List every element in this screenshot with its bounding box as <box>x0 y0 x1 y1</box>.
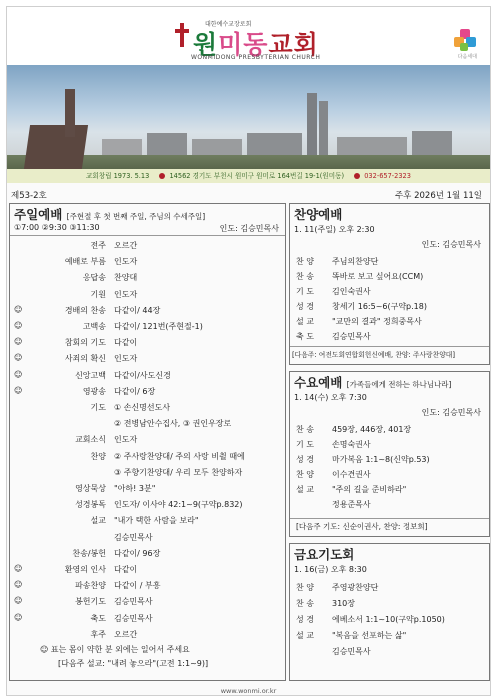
church-website: www.wonmi.or.kr <box>220 687 277 695</box>
item-label: 성경봉독 <box>75 500 106 510</box>
item-label: 참회의 기도 <box>64 338 106 348</box>
item-label: 기도 <box>90 403 106 412</box>
item-label: 후주 <box>90 629 106 639</box>
church-header <box>7 7 490 65</box>
friday-prayer-time: 1. 16(금) 오후 8:30 <box>294 565 367 574</box>
praise-next-note: [다음주: 여전도회연합회헌신예배, 찬양: 주사랑찬양대] <box>292 351 455 359</box>
praise-worship-section <box>289 203 490 365</box>
next-sermon-note: [다음주 설교: "내려 놓으라"(고전 1:1~9)] <box>58 659 209 668</box>
item-value: 김승민목사 <box>332 647 371 656</box>
item-label: 전주 <box>90 241 106 250</box>
item-value: 310장 <box>332 599 355 608</box>
friday-prayer-section <box>289 543 490 681</box>
item-value: ② 전병남안수집사, ③ 권인우장로 <box>114 419 232 429</box>
item-value: 오르간 <box>114 241 138 250</box>
item-value: ③ 주향기찬양대/ 우리 모두 찬양하자 <box>114 467 243 477</box>
item-label: 설 교 <box>296 485 314 494</box>
stand-mark-icon: ☺ <box>14 385 23 395</box>
stand-mark-icon: ☺ <box>14 369 23 379</box>
item-value: 김인숙권사 <box>332 287 371 296</box>
item-value: "복음을 선포하는 삶" <box>332 631 407 640</box>
item-value: 주영광찬양단 <box>332 583 379 592</box>
item-label: 성 경 <box>296 615 314 624</box>
item-label: 찬 양 <box>296 583 314 592</box>
item-label: 기 도 <box>296 440 314 449</box>
item-label: 환영의 인사 <box>64 565 106 574</box>
flower-logo-icon <box>454 29 476 51</box>
praise-worship-title: 찬양예배 <box>294 207 343 222</box>
item-value: 김승민목사 <box>114 597 153 607</box>
item-label: 응답송 <box>82 273 106 283</box>
item-label: 파송찬양 <box>75 581 106 591</box>
item-value: 주님의찬양단 <box>332 257 379 266</box>
item-label: 영광송 <box>82 386 106 396</box>
wednesday-worship-leader: 인도: 김승민목사 <box>421 408 481 417</box>
stand-mark-icon: ☺ <box>14 564 23 573</box>
item-label: 찬 양 <box>296 257 314 266</box>
stand-mark-icon: ☺ <box>14 337 23 347</box>
item-value: 정용준목사 <box>332 500 371 509</box>
item-value: 인도자 <box>114 435 138 445</box>
item-value: 창세기 16:5~6(구약p.18) <box>332 302 427 311</box>
item-value: "아하! 3분" <box>114 484 156 493</box>
church-name-part-1: 원 <box>193 30 219 59</box>
item-label: 설 교 <box>296 631 314 640</box>
wednesday-worship-heading <box>290 372 489 392</box>
item-value: 이수견권사 <box>332 470 371 479</box>
church-english-name: WONMIDONG PRESBYTERIAN CHURCH <box>191 54 321 61</box>
bulletin-date: 주후 2026년 1월 11일 <box>394 191 482 201</box>
item-label: 찬 양 <box>296 470 314 479</box>
item-value: 김승민목사 <box>114 613 153 623</box>
item-value: 손명숙권사 <box>332 440 371 449</box>
item-label: 사죄의 확신 <box>64 354 106 364</box>
church-name-part-2: 미동 <box>218 30 269 59</box>
phone-icon <box>354 173 360 179</box>
item-label: 경배의 찬송 <box>64 305 106 315</box>
church-spire-image <box>65 89 75 137</box>
wednesday-worship-section <box>289 371 490 537</box>
stand-mark-icon: ☺ <box>14 304 23 314</box>
item-value: 다같이 <box>114 565 138 574</box>
item-value: 다같이/ 44장 <box>114 305 161 315</box>
item-label: 찬 송 <box>296 599 314 608</box>
item-label: 찬송/봉헌 <box>72 548 106 558</box>
item-value: 다같이 / 부흥 <box>114 581 161 591</box>
item-label: 찬 송 <box>296 425 314 434</box>
friday-prayer-title: 금요기도회 <box>294 547 355 562</box>
sunday-worship-title: 주일예배 <box>14 207 63 222</box>
item-value: 인도자 <box>114 257 138 267</box>
item-value: 인도자 <box>114 354 138 364</box>
church-photo-banner <box>7 65 490 177</box>
item-value: 에베소서 1:1~10(구약p.1050) <box>332 615 445 624</box>
item-value: 마가복음 1:1~8(신약p.53) <box>332 455 430 464</box>
item-value: ② 주사랑찬양대/ 주의 사랑 비췰 때에 <box>114 451 245 461</box>
item-value: 똑바로 보고 싶어요(CCM) <box>332 272 424 281</box>
item-label: 봉헌기도 <box>75 597 106 607</box>
item-label: 성 경 <box>296 302 314 311</box>
wednesday-worship-note: [가족들에게 전하는 하나님나라] <box>346 380 452 389</box>
bulletin-page <box>6 6 491 696</box>
item-value: 다같이/ 6장 <box>114 386 156 396</box>
item-label: 예배로 부름 <box>64 257 106 267</box>
item-value: 인도자 <box>114 289 138 299</box>
stand-mark-icon: ☺ <box>14 321 23 330</box>
item-label: 기 도 <box>296 287 314 296</box>
praise-worship-time: 1. 11(주일) 오후 2:30 <box>294 225 375 234</box>
item-value: "교만의 결과" 정희중목사 <box>332 317 422 326</box>
sunday-worship-heading <box>10 204 285 224</box>
location-icon <box>159 173 165 179</box>
church-building-image <box>24 125 88 169</box>
stand-mark-icon: ☺ <box>14 596 23 606</box>
standing-note: ☺ 표는 몸이 약한 분 외에는 일어서 주세요 <box>40 645 190 654</box>
founded-date: 교회창립 1973. 5.13 <box>86 172 150 180</box>
church-phone: 032-657-2323 <box>364 172 411 180</box>
issue-number: 제53-2호 <box>11 191 47 201</box>
service-leader: 인도: 김승민목사 <box>219 224 279 233</box>
next-generation-label: 다음세대 <box>457 54 477 60</box>
stand-mark-icon: ☺ <box>14 353 23 363</box>
item-label: 고백송 <box>82 322 106 331</box>
wednesday-next-note: [다음주 기도: 신순이권사, 찬양: 정보희] <box>296 522 428 531</box>
stand-mark-icon: ☺ <box>14 580 23 590</box>
church-info-bar <box>7 169 490 183</box>
item-label: 축 도 <box>296 332 314 341</box>
item-label: 찬 송 <box>296 272 314 281</box>
service-times: ①7:00 ②9:30 ③11:30 <box>14 223 100 232</box>
stand-mark-icon: ☺ <box>14 612 23 622</box>
item-value: 인도자/ 이사야 42:1~9(구약p.832) <box>114 500 243 510</box>
item-value: 다같이 <box>114 338 138 348</box>
cross-icon <box>175 23 189 47</box>
denomination-label: 대한예수교장로회 <box>205 21 252 28</box>
wednesday-worship-time: 1. 14(수) 오후 7:30 <box>294 393 367 402</box>
item-label: 영상묵상 <box>75 484 106 493</box>
item-label: 교회소식 <box>75 435 106 445</box>
item-value: ① 손신명선도사 <box>114 403 171 412</box>
item-label: 설교 <box>90 516 106 526</box>
item-value: "내가 택한 사람을 보라" <box>114 516 199 526</box>
wednesday-worship-title: 수요예배 <box>294 375 343 390</box>
sunday-worship-section <box>9 203 286 681</box>
item-label: 축도 <box>90 613 106 623</box>
item-value: 다같이/ 96장 <box>114 548 161 558</box>
item-label: 기원 <box>90 289 106 299</box>
item-value: 오르간 <box>114 629 138 639</box>
church-name-part-3: 교회 <box>268 30 319 59</box>
item-label: 찬양 <box>90 451 106 461</box>
item-value: 김승민목사 <box>114 532 153 542</box>
item-value: 찬양대 <box>114 273 138 283</box>
item-value: "주의 길을 준비하라" <box>332 485 407 494</box>
item-value: 다같이/사도신경 <box>114 370 171 380</box>
sunday-worship-note: [주현절 후 첫 번째 주일, 주님의 수세주일] <box>66 212 206 221</box>
church-address: 14562 경기도 부천시 원미구 원미로 164번길 19-1(원미동) <box>169 172 345 180</box>
item-label: 설 교 <box>296 317 314 326</box>
item-value: 다같이/ 121번(주현절-1) <box>114 322 203 331</box>
item-label: 신앙고백 <box>75 370 106 380</box>
item-value: 김승민목사 <box>332 332 371 341</box>
praise-worship-leader: 인도: 김승민목사 <box>421 240 481 249</box>
item-label: 성 경 <box>296 455 314 464</box>
item-value: 459장, 446장, 401장 <box>332 425 412 434</box>
